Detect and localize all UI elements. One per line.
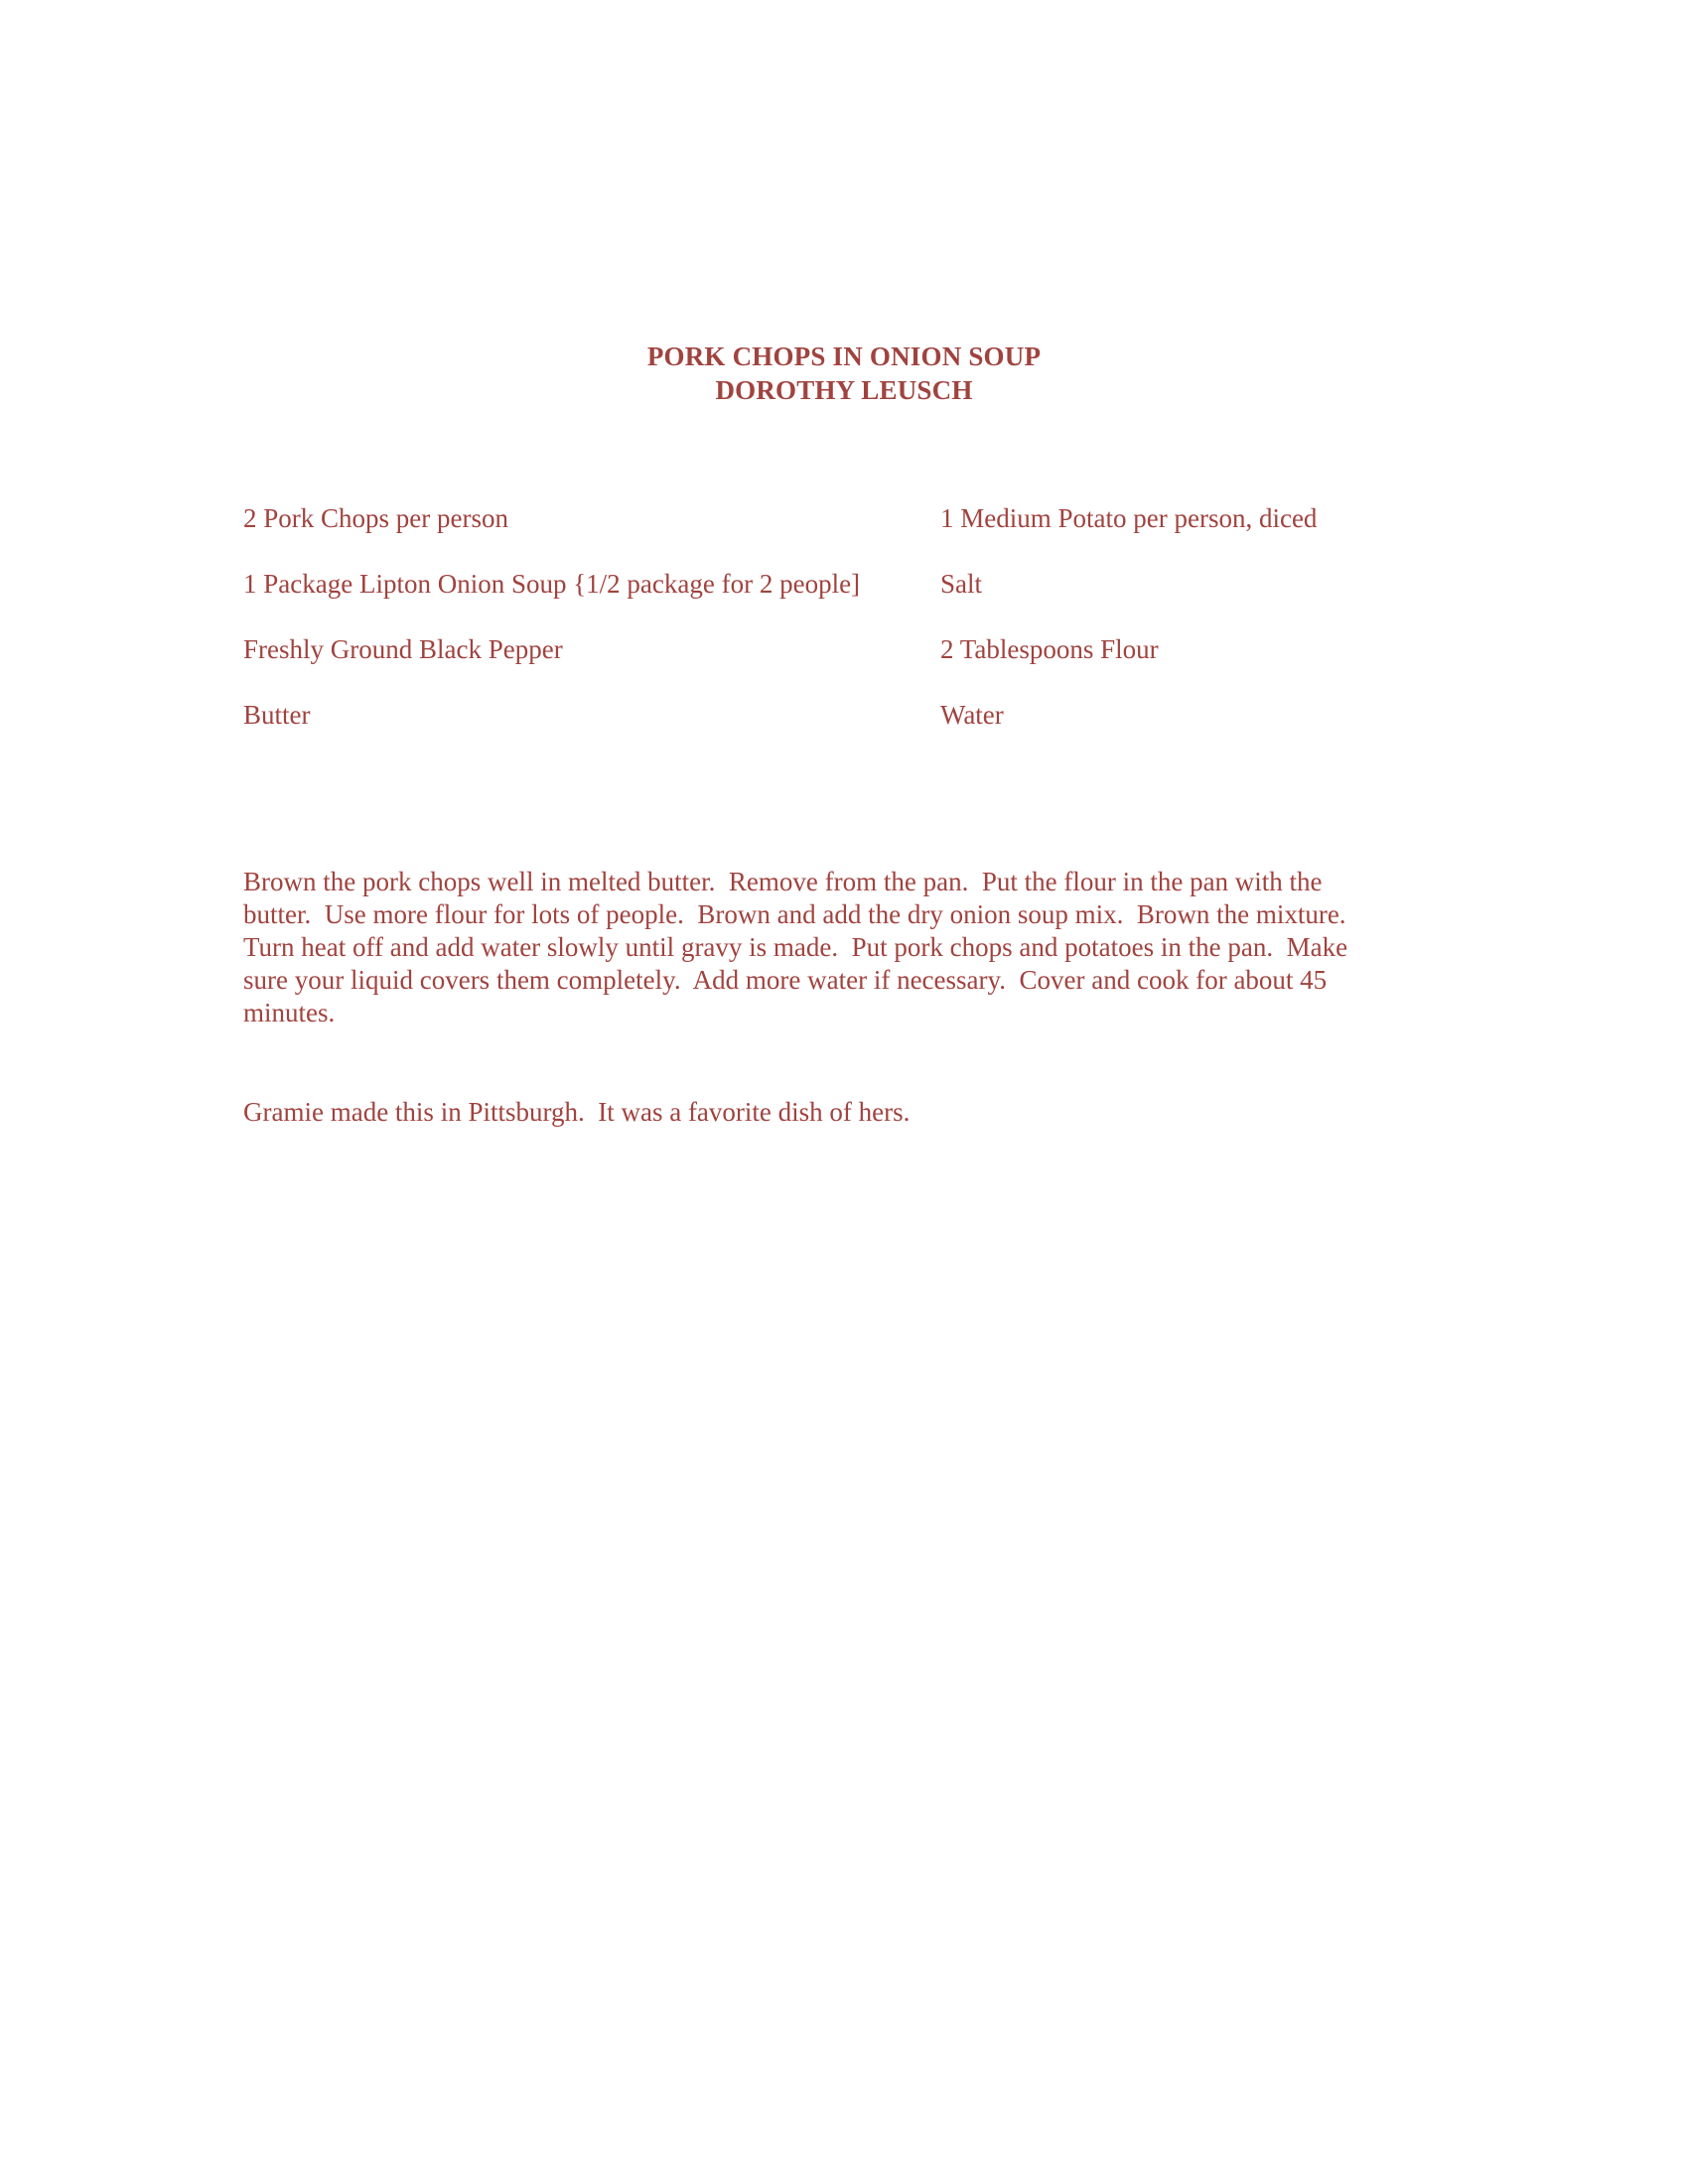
ingredient-item: 2 Tablespoons Flour (940, 634, 1159, 664)
instructions-line: minutes. (243, 998, 336, 1027)
ingredient-row (243, 501, 1395, 567)
ingredient-item: Freshly Ground Black Pepper (243, 634, 563, 664)
ingredient-item: Salt (940, 569, 983, 599)
instructions-line: sure your liquid covers them completely. Add more water if necessary. Cover and cook for about 45 (243, 965, 1328, 995)
recipe-title: PORK CHOPS IN ONION SOUP (646, 341, 1042, 371)
recipe-title-block (0, 340, 1688, 407)
instructions-line: butter. Use more flour for lots of people. Brown and add the dry onion soup mix. Brown the mixture. (243, 899, 1346, 929)
instructions-line: Turn heat off and add water slowly until gravy is made. Put pork chops and potatoes in the pan. Make (243, 932, 1348, 962)
ingredient-item: Water (940, 700, 1004, 730)
ingredient-row (243, 698, 1395, 763)
instructions-paragraph (243, 866, 1410, 1029)
ingredient-row (243, 632, 1395, 698)
ingredient-item: 1 Package Lipton Onion Soup {1/2 package for 2 people] (243, 569, 861, 599)
recipe-author: DOROTHY LEUSCH (715, 375, 973, 405)
ingredient-item: Butter (243, 700, 311, 730)
instructions-line: Brown the pork chops well in melted butter. Remove from the pan. Put the flour in the pan with the (243, 867, 1323, 896)
ingredients-list (243, 501, 1395, 763)
recipe-note: Gramie made this in Pittsburgh. It was a favorite dish of hers. (243, 1097, 911, 1127)
ingredient-item: 1 Medium Potato per person, diced (940, 503, 1318, 533)
ingredient-row (243, 567, 1395, 632)
ingredient-item: 2 Pork Chops per person (243, 503, 508, 533)
